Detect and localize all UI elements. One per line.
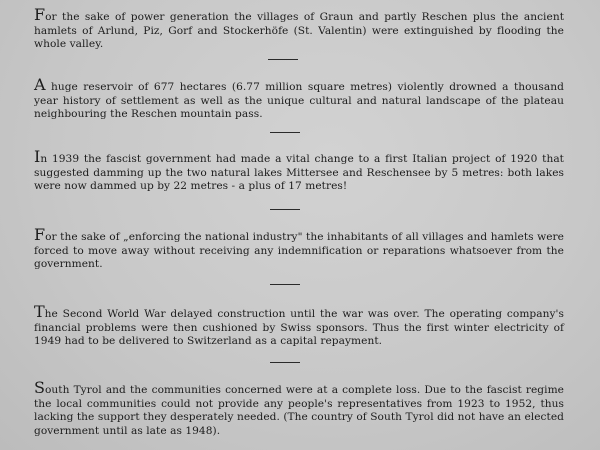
paragraph-text: huge reservoir of 677 hectares (6.77 million square metres) violently drowned a thousand year history of settlement as well as the unique cultural and natural landscape of the plateau neighbouring the Reschen mountain pass. (34, 81, 564, 121)
drop-initial: F (34, 225, 46, 244)
paragraph-text: or the sake of power generation the villages of Graun and partly Reschen plus the ancient hamlets of Arlund, Piz, Gorf and Stockerhöfe (St. Valentin) were extinguished by flooding the whole valley. (34, 11, 564, 51)
section-divider (270, 209, 300, 210)
drop-initial: F (34, 5, 46, 24)
paragraph-fascist-project (34, 147, 564, 194)
paragraph-text: outh Tyrol and the communities concerned were at a complete loss. Due to the fascist regime the local communities could not provide any people's representatives from 1923 to 1952, thus lacking the support they desperately needed. (The country of South Tyrol did not have an elected government until as late as 1948). (34, 384, 564, 437)
section-divider (270, 132, 300, 133)
paragraph-forced-relocation (34, 225, 564, 272)
paragraph-power-generation (34, 5, 564, 52)
drop-initial: T (34, 302, 45, 321)
paragraph-reservoir (34, 75, 564, 122)
drop-initial: A (34, 75, 46, 94)
paragraph-text: or the sake of „enforcing the national industry" the inhabitants of all villages and hamlets were forced to move away without receiving any indemnification or reparations whatsoever from the government. (34, 231, 564, 271)
section-divider (268, 59, 298, 60)
drop-initial: I (34, 147, 41, 166)
section-divider (270, 362, 300, 363)
section-divider (270, 284, 300, 285)
paragraph-text: n 1939 the fascist government had made a vital change to a first Italian project of 1920 that suggested damming up the two natural lakes Mittersee and Reschensee by 5 metres: both lakes were now dammed up by 22 metres - a plus of 17 metres! (34, 153, 564, 193)
paragraph-south-tyrol (34, 378, 564, 438)
paragraph-text: he Second World War delayed construction until the war was over. The operating company's financial problems were then cushioned by Swiss sponsors. Thus the first winter electricity of 1949 had to be delivered to Switzerland as a capital repayment. (34, 308, 564, 348)
paragraph-second-world-war (34, 302, 564, 349)
drop-initial: S (34, 378, 45, 397)
